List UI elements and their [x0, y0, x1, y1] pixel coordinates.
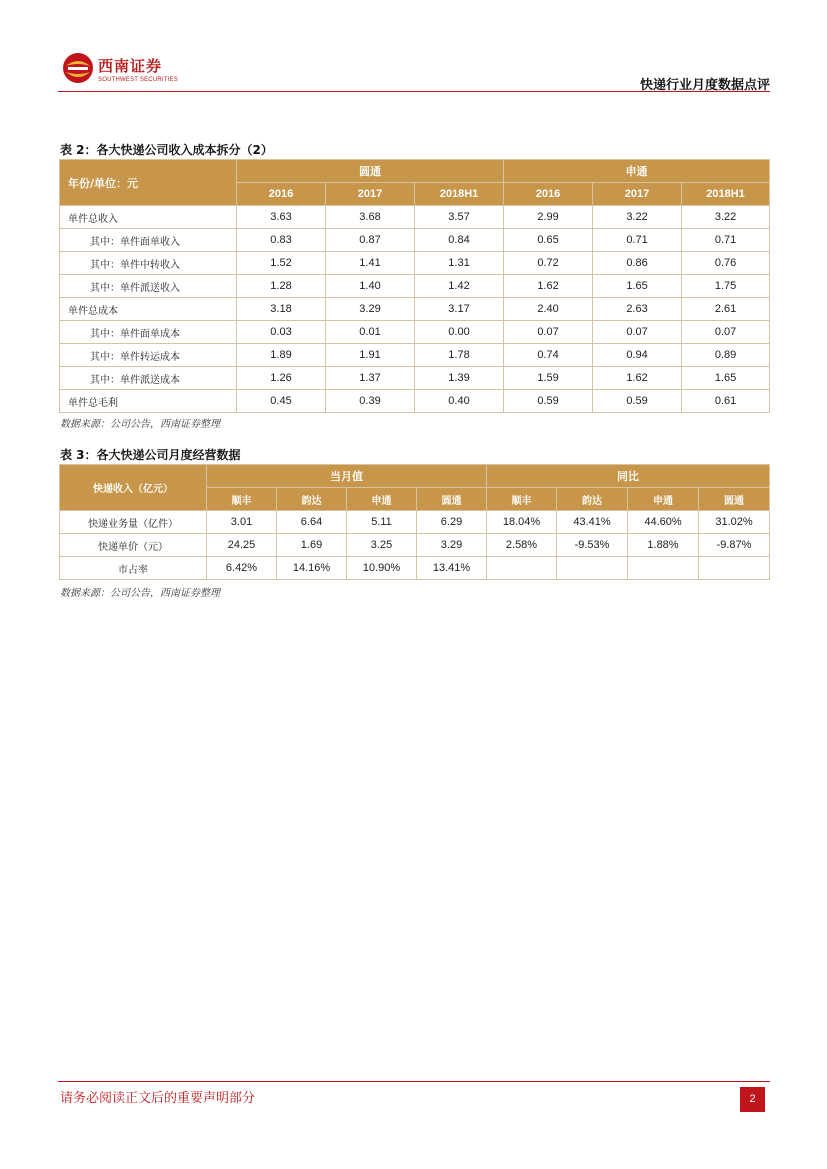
table-cell: 1.89: [237, 344, 326, 367]
table-row: [60, 275, 770, 298]
logo-text-en: SOUTHWEST SECURITIES: [98, 77, 178, 83]
table3-company-header: 韵达: [557, 488, 628, 511]
table2-caption: 表 2：各大快递公司收入成本拆分（2）: [60, 143, 273, 157]
table-cell: 3.17: [415, 298, 504, 321]
table-cell: 1.42: [415, 275, 504, 298]
table-cell: 1.69: [277, 534, 347, 557]
table3-caption: 表 3：各大快递公司月度经营数据: [60, 448, 241, 462]
table-cell: 3.22: [682, 206, 770, 229]
table-row: [60, 321, 770, 344]
table3-company-header: 圆通: [417, 488, 487, 511]
table2-year-header: 2016: [504, 183, 593, 206]
table-cell: 13.41%: [417, 557, 487, 580]
row-label: 市占率: [60, 557, 207, 580]
table-cell: 0.59: [593, 390, 682, 413]
table-cell: 0.61: [682, 390, 770, 413]
table3-company-header: 韵达: [277, 488, 347, 511]
table-cell: [557, 557, 628, 580]
table-cell: 0.83: [237, 229, 326, 252]
table-cell: 0.59: [504, 390, 593, 413]
table-cell: 0.07: [682, 321, 770, 344]
table-cell: 24.25: [207, 534, 277, 557]
table3-group-header: 当月值: [207, 465, 487, 488]
table2-group-header: 圆通: [237, 160, 504, 183]
table-cell: 0.84: [415, 229, 504, 252]
table-cell: 3.29: [417, 534, 487, 557]
table-cell: 0.39: [326, 390, 415, 413]
table-cell: [699, 557, 770, 580]
logo-emblem-icon: [62, 52, 94, 84]
table-cell: 1.52: [237, 252, 326, 275]
table-cell: 0.87: [326, 229, 415, 252]
table-row: [60, 390, 770, 413]
table-cell: 3.01: [207, 511, 277, 534]
table3-corner-header: 快递收入（亿元）: [60, 465, 207, 511]
table-cell: 44.60%: [628, 511, 699, 534]
table-cell: 1.28: [237, 275, 326, 298]
table3-company-header: 顺丰: [207, 488, 277, 511]
table-cell: 2.40: [504, 298, 593, 321]
table-cell: 2.58%: [487, 534, 557, 557]
table3-group-header: 同比: [487, 465, 770, 488]
table-cell: 3.18: [237, 298, 326, 321]
row-label: 其中：单件面单收入: [60, 229, 237, 252]
table-cell: 0.86: [593, 252, 682, 275]
table-row: [60, 252, 770, 275]
table-cell: 31.02%: [699, 511, 770, 534]
table-cell: 1.75: [682, 275, 770, 298]
table-cell: 0.07: [593, 321, 682, 344]
table-cell: 14.16%: [277, 557, 347, 580]
table-cell: 0.89: [682, 344, 770, 367]
table-cell: 1.41: [326, 252, 415, 275]
table-cell: 1.59: [504, 367, 593, 390]
table-cell: 3.68: [326, 206, 415, 229]
header-divider: [58, 91, 770, 92]
table-cell: 3.25: [347, 534, 417, 557]
page-header: [58, 46, 770, 92]
row-label: 其中：单件中转收入: [60, 252, 237, 275]
table-row: [60, 557, 770, 580]
report-title: 快递行业月度数据点评: [639, 78, 770, 93]
table2-year-header: 2017: [326, 183, 415, 206]
footer-disclaimer: 请务必阅读正文后的重要声明部分: [60, 1091, 256, 1106]
table2-year-header: 2016: [237, 183, 326, 206]
table-cell: 0.76: [682, 252, 770, 275]
table-cell: 1.62: [504, 275, 593, 298]
table-cell: 3.57: [415, 206, 504, 229]
table-cell: 1.65: [593, 275, 682, 298]
table3-company-header: 申通: [347, 488, 417, 511]
table-cell: 1.78: [415, 344, 504, 367]
table-cell: 2.99: [504, 206, 593, 229]
table-row: [60, 229, 770, 252]
table-cell: 0.74: [504, 344, 593, 367]
row-label: 其中：单件面单成本: [60, 321, 237, 344]
table-cell: 0.71: [682, 229, 770, 252]
table-cell: 1.65: [682, 367, 770, 390]
table-cell: 43.41%: [557, 511, 628, 534]
table-cell: 1.31: [415, 252, 504, 275]
table-cell: 6.29: [417, 511, 487, 534]
table-cell: 3.22: [593, 206, 682, 229]
table-cell: 1.62: [593, 367, 682, 390]
table3: [59, 464, 770, 580]
table-row: [60, 511, 770, 534]
row-label: 单件总毛利: [60, 390, 237, 413]
table2-year-header: 2017: [593, 183, 682, 206]
row-label: 其中：单件派送收入: [60, 275, 237, 298]
table-cell: 0.72: [504, 252, 593, 275]
table-row: [60, 344, 770, 367]
table-cell: 0.40: [415, 390, 504, 413]
table-cell: 1.26: [237, 367, 326, 390]
table-cell: 0.71: [593, 229, 682, 252]
table-cell: 1.39: [415, 367, 504, 390]
table-cell: 1.37: [326, 367, 415, 390]
row-label: 快递单价（元）: [60, 534, 207, 557]
row-label: 其中：单件转运成本: [60, 344, 237, 367]
row-label: 单件总收入: [60, 206, 237, 229]
table-cell: 10.90%: [347, 557, 417, 580]
row-label: 单件总成本: [60, 298, 237, 321]
table-cell: 6.64: [277, 511, 347, 534]
company-logo: [62, 50, 202, 86]
table3-source: 数据来源：公司公告，西南证券整理: [60, 588, 220, 599]
footer-divider: [58, 1081, 770, 1082]
table-cell: 1.88%: [628, 534, 699, 557]
table-cell: 1.40: [326, 275, 415, 298]
table2-year-header: 2018H1: [682, 183, 770, 206]
table-row: [60, 534, 770, 557]
table3-company-header: 顺丰: [487, 488, 557, 511]
table-cell: -9.53%: [557, 534, 628, 557]
table2-year-header: 2018H1: [415, 183, 504, 206]
table-cell: 0.01: [326, 321, 415, 344]
table2: [59, 159, 770, 413]
table-cell: 1.91: [326, 344, 415, 367]
table2-corner-header: 年份/单位：元: [60, 160, 237, 206]
table-cell: [487, 557, 557, 580]
page-number: 2: [740, 1087, 765, 1112]
table-cell: -9.87%: [699, 534, 770, 557]
table-cell: 0.94: [593, 344, 682, 367]
table-row: [60, 206, 770, 229]
table3-company-header: 圆通: [699, 488, 770, 511]
table-row: [60, 367, 770, 390]
row-label: 其中：单件派送成本: [60, 367, 237, 390]
table-cell: 0.07: [504, 321, 593, 344]
logo-text-cn: 西南证券: [98, 57, 163, 75]
table-cell: 0.00: [415, 321, 504, 344]
table-cell: 6.42%: [207, 557, 277, 580]
table2-source: 数据来源：公司公告，西南证券整理: [60, 419, 220, 430]
table3-company-header: 申通: [628, 488, 699, 511]
table-cell: 2.63: [593, 298, 682, 321]
table-cell: [628, 557, 699, 580]
row-label: 快递业务量（亿件）: [60, 511, 207, 534]
table-cell: 0.45: [237, 390, 326, 413]
table-cell: 0.65: [504, 229, 593, 252]
table-cell: 18.04%: [487, 511, 557, 534]
table-cell: 0.03: [237, 321, 326, 344]
table-row: [60, 298, 770, 321]
table-cell: 3.63: [237, 206, 326, 229]
table-cell: 5.11: [347, 511, 417, 534]
table-cell: 3.29: [326, 298, 415, 321]
table-cell: 2.61: [682, 298, 770, 321]
table2-group-header: 申通: [504, 160, 770, 183]
